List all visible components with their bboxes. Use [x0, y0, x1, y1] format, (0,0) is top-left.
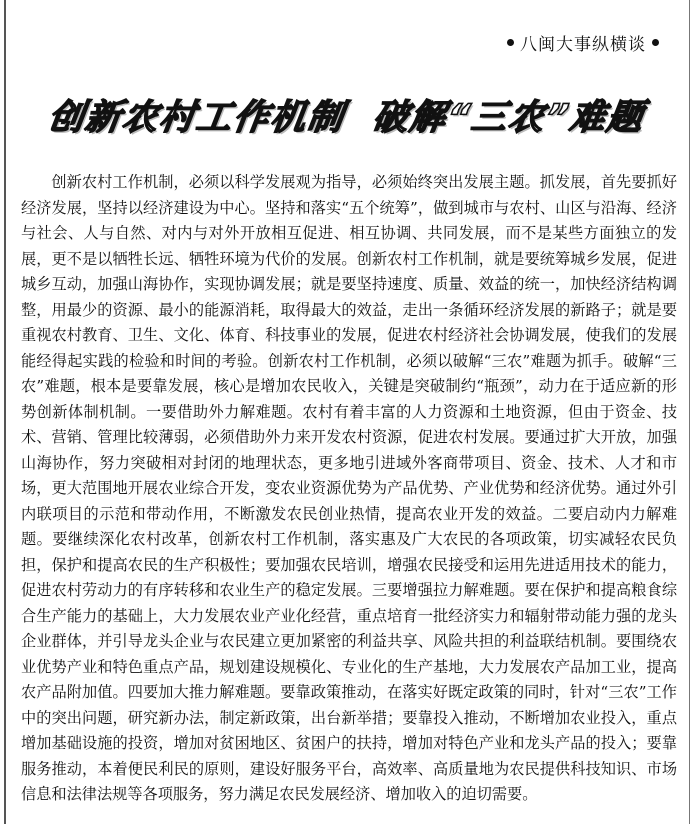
column-label: 八闽大事纵横谈 — [520, 35, 646, 55]
title-block — [0, 90, 693, 140]
column-header — [501, 30, 665, 55]
article-body: 创新农村工作机制，必须以科学发展观为指导，必须始终突出发展主题。抓发展，首先要抓好经济发展，坚持以经济建设为中心。坚持和落实“五个统筹”，做到城市与农村、山区与沿海、经济与社会、人与自然、对内与对外开放相互促进、相互协调、共同发展，而不是某些方面独立的发展，更不是以牺牲长远、牺牲环境为代价的发展。创新农村工作机制，就是要统筹城乡发展，促进城乡互动，加强山海协作，实现协调发展；就是要坚持速度、质量、效益的统一，加快经济结构调整，用最少的资源、最小的能源消耗，取得最大的效益，走出一条循环经济发展的新路子；就是要重视农村教育、卫生、文化、体育、科技事业的发展，促进农村经济社会协调发展，使我们的发展能经得起实践的检验和时间的考验。创新农村工作机制，必须以破解“三农”难题为抓手。破解“三农”难题，根本是要靠发展，核心是增加农民收入，关键是突破制约“瓶颈”，动力在于适应新的形势创新体制机制。一要借助外力解难题。农村有着丰富的人力资源和土地资源，但由于资金、技术、营销、管理比较薄弱，必须借助外力来开发农村资源，促进农村发展。要通过扩大开放，加强山海协作，努力突破相对封闭的地理状态，更多地引进域外客商带项目、资金、技术、人才和市场，更大范围地开展农业综合开发，变农业资源优势为产品优势、产业优势和经济优势。通过外引内联项目的示范和带动作用，不断激发农民创业热情，提高农业开发的效益。二要启动内力解难题。要继续深化农村改革，创新农村工作机制，落实惠及广大农民的各项政策，切实减轻农民负担，保护和提高农民的生产积极性；要加强农民培训，增强农民接受和运用先进适用技术的能力，促进农村劳动力的有序转移和农业生产的稳定发展。三要增强拉力解难题。要在保护和提高粮食综合生产能力的基础上，大力发展农业产业化经营，重点培育一批经济实力和辐射带动能力强的龙头企业群体，并引导龙头企业与农民建立更加紧密的利益共享、风险共担的利益联结机制。要围绕农业优势产业和特色重点产品，规划建设规模化、专业化的生产基地，大力发展农产品加工业，提高农产品附加值。四要加大推力解难题。要靠政策推动，在落实好既定政策的同时，针对“三农”工作中的突出问题，研究新办法，制定新政策，出台新举措；要靠投入推动，不断增加农业投入，重点增加基础设施的投资，增加对贫困地区、贫困户的扶持，增加对特色产业和龙头产品的投入；要靠服务推动，本着便民利民的原则，建设好服务平台，高效率、高质量地为农民提供科技知识、市场信息和法律法规等各项服务，努力满足农民发展经济、增加收入的迫切需要。 — [21, 173, 677, 803]
bullet-left-icon — [507, 39, 514, 46]
bullet-right-icon — [652, 39, 659, 46]
article-title: 创新农村工作机制 破解“三农”难题 — [45, 98, 647, 138]
